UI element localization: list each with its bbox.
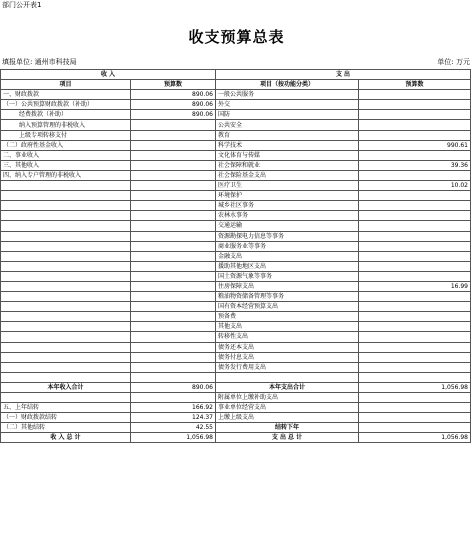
expense-item: 债务发行费用支出 xyxy=(216,362,359,372)
table-row xyxy=(1,201,471,211)
expense-item: 其他支出 xyxy=(216,322,359,332)
expense-item: 公共安全 xyxy=(216,120,359,130)
income-item xyxy=(1,271,131,281)
expense-item: 债务还本支出 xyxy=(216,342,359,352)
col-budget-header: 预算数 xyxy=(131,80,216,90)
column-header-row xyxy=(1,80,471,90)
expense-item: 粮油物资储备管理等事务 xyxy=(216,292,359,302)
income-item xyxy=(1,191,131,201)
expense-value xyxy=(359,403,471,413)
expense-value xyxy=(359,120,471,130)
table-row xyxy=(1,181,471,191)
expense-value xyxy=(359,231,471,241)
income-item: 二、事业收入 xyxy=(1,150,131,160)
expense-item: 国土资源气象等事务 xyxy=(216,271,359,281)
income-item xyxy=(1,251,131,261)
expense-grand-label: 支 出 总 计 xyxy=(216,433,359,443)
expense-total-value: 1,056.98 xyxy=(359,382,471,392)
table-row xyxy=(1,221,471,231)
income-item xyxy=(1,362,131,372)
col-budget2-header: 预算数 xyxy=(359,80,471,90)
income-value xyxy=(131,191,216,201)
income-value xyxy=(131,160,216,170)
table-row xyxy=(1,191,471,201)
expense-item: 农林水事务 xyxy=(216,211,359,221)
income-item: （一）公共预算财政拨款（补助） xyxy=(1,100,131,110)
income-value xyxy=(131,261,216,271)
income-item xyxy=(1,322,131,332)
income-item xyxy=(1,211,131,221)
income-value: 890.06 xyxy=(131,100,216,110)
form-code: 部门公开表1 xyxy=(2,1,42,9)
expense-value xyxy=(359,251,471,261)
expense-value xyxy=(359,110,471,120)
table-row xyxy=(1,140,471,150)
expense-value xyxy=(359,292,471,302)
income-item: 五、上年结转 xyxy=(1,403,131,413)
table-row xyxy=(1,393,471,403)
income-value xyxy=(131,231,216,241)
expense-value xyxy=(359,130,471,140)
table-row xyxy=(1,342,471,352)
income-item xyxy=(1,221,131,231)
income-item: （一）财政拨款结转 xyxy=(1,413,131,423)
table-row xyxy=(1,352,471,362)
income-item xyxy=(1,372,131,382)
expense-item xyxy=(216,372,359,382)
expense-item: 转移性支出 xyxy=(216,332,359,342)
table-row xyxy=(1,241,471,251)
expense-item: 交通运输 xyxy=(216,221,359,231)
expense-value: 39.36 xyxy=(359,160,471,170)
income-value: 890.06 xyxy=(131,90,216,100)
expense-item: 一般公共服务 xyxy=(216,90,359,100)
table-row xyxy=(1,362,471,372)
income-item xyxy=(1,281,131,291)
grand-total-row xyxy=(1,433,471,443)
expense-item: 医疗卫生 xyxy=(216,181,359,191)
income-total-value: 890.06 xyxy=(131,382,216,392)
income-value xyxy=(131,140,216,150)
expense-item: 资源勘探电力信息等事务 xyxy=(216,231,359,241)
income-item xyxy=(1,181,131,191)
income-item xyxy=(1,302,131,312)
income-value xyxy=(131,221,216,231)
expense-value xyxy=(359,150,471,160)
table-row xyxy=(1,322,471,332)
expense-item: 环境保护 xyxy=(216,191,359,201)
expense-value xyxy=(359,90,471,100)
income-value xyxy=(131,393,216,403)
income-item xyxy=(1,261,131,271)
table-row xyxy=(1,110,471,120)
expense-value: 10.02 xyxy=(359,181,471,191)
income-value xyxy=(131,332,216,342)
expense-item: 科学技术 xyxy=(216,140,359,150)
table-row xyxy=(1,90,471,100)
income-value xyxy=(131,181,216,191)
income-item xyxy=(1,241,131,251)
table-row xyxy=(1,120,471,130)
expense-value xyxy=(359,191,471,201)
expense-value xyxy=(359,302,471,312)
expense-value xyxy=(359,100,471,110)
expense-value xyxy=(359,261,471,271)
income-item xyxy=(1,292,131,302)
col-item-func-header: 项目（按功能分类） xyxy=(216,80,359,90)
income-value xyxy=(131,271,216,281)
expense-item: 附属单位上缴补助支出 xyxy=(216,393,359,403)
table-row xyxy=(1,413,471,423)
expense-item: 教育 xyxy=(216,130,359,140)
table-row xyxy=(1,170,471,180)
income-value xyxy=(131,372,216,382)
expense-item: 住房保障支出 xyxy=(216,281,359,291)
table-row xyxy=(1,251,471,261)
income-value: 124.37 xyxy=(131,413,216,423)
expense-item: 商业服务业等事务 xyxy=(216,241,359,251)
table-row xyxy=(1,423,471,433)
income-item xyxy=(1,231,131,241)
col-item-header: 项目 xyxy=(1,80,131,90)
expense-item: 结转下年 xyxy=(216,423,359,433)
expense-value xyxy=(359,211,471,221)
expense-item: 债务付息支出 xyxy=(216,352,359,362)
expense-value: 990.61 xyxy=(359,140,471,150)
income-value xyxy=(131,211,216,221)
income-value xyxy=(131,292,216,302)
income-value xyxy=(131,120,216,130)
expense-grand-value: 1,056.98 xyxy=(359,433,471,443)
income-value xyxy=(131,150,216,160)
unit-label: 填报单位: 通州市科技局 xyxy=(2,58,77,66)
expense-value xyxy=(359,241,471,251)
income-item xyxy=(1,342,131,352)
expense-value xyxy=(359,362,471,372)
group-header-row xyxy=(1,70,471,80)
table-row xyxy=(1,261,471,271)
table-row xyxy=(1,211,471,221)
income-total-label: 本年收入合计 xyxy=(1,382,131,392)
expense-item: 城乡社区事务 xyxy=(216,201,359,211)
table-row xyxy=(1,312,471,322)
expense-value: 16.99 xyxy=(359,281,471,291)
expense-total-label: 本年支出合计 xyxy=(216,382,359,392)
expense-item: 文化体育与传媒 xyxy=(216,150,359,160)
table-row xyxy=(1,281,471,291)
expense-value xyxy=(359,352,471,362)
table-row xyxy=(1,403,471,413)
currency-label: 单位: 万元 xyxy=(437,58,470,66)
income-item: （二）其他结转 xyxy=(1,423,131,433)
income-item: 一、财政拨款 xyxy=(1,90,131,100)
income-value xyxy=(131,251,216,261)
expense-item: 外交 xyxy=(216,100,359,110)
table-row xyxy=(1,302,471,312)
expense-value xyxy=(359,393,471,403)
income-value: 890.06 xyxy=(131,110,216,120)
expense-group-header: 支 出 xyxy=(216,70,471,80)
table-row xyxy=(1,160,471,170)
income-item: 纳入预算管理的非税收入 xyxy=(1,120,131,130)
expense-value xyxy=(359,201,471,211)
expense-item: 社会保障和就业 xyxy=(216,160,359,170)
income-item xyxy=(1,352,131,362)
income-value xyxy=(131,322,216,332)
expense-value xyxy=(359,221,471,231)
income-value xyxy=(131,302,216,312)
income-grand-value: 1,056.98 xyxy=(131,433,216,443)
income-value: 42.55 xyxy=(131,423,216,433)
income-value xyxy=(131,352,216,362)
expense-value xyxy=(359,413,471,423)
income-group-header: 收 入 xyxy=(1,70,216,80)
expense-value xyxy=(359,423,471,433)
expense-value xyxy=(359,372,471,382)
income-value xyxy=(131,342,216,352)
income-value xyxy=(131,312,216,322)
table-row xyxy=(1,231,471,241)
expense-item: 事业单位经营支出 xyxy=(216,403,359,413)
income-value xyxy=(131,241,216,251)
income-item: 三、其他收入 xyxy=(1,160,131,170)
income-item: 四、纳入专户管理的非税收入 xyxy=(1,170,131,180)
income-value xyxy=(131,201,216,211)
expense-item: 国有资本经营预算支出 xyxy=(216,302,359,312)
table-row xyxy=(1,150,471,160)
income-value: 166.92 xyxy=(131,403,216,413)
income-value xyxy=(131,362,216,372)
income-value xyxy=(131,281,216,291)
income-item: 经费拨款（补助） xyxy=(1,110,131,120)
income-value xyxy=(131,130,216,140)
income-grand-label: 收 入 总 计 xyxy=(1,433,131,443)
table-row xyxy=(1,372,471,382)
income-item xyxy=(1,312,131,322)
income-item: 上级专项转移支付 xyxy=(1,130,131,140)
totals-row xyxy=(1,382,471,392)
table-row xyxy=(1,130,471,140)
expense-item: 国防 xyxy=(216,110,359,120)
expense-item: 上缴上级支出 xyxy=(216,413,359,423)
income-value xyxy=(131,170,216,180)
expense-value xyxy=(359,312,471,322)
expense-item: 援助其他地区支出 xyxy=(216,261,359,271)
page-title: 收支预算总表 xyxy=(188,28,285,46)
income-item xyxy=(1,332,131,342)
expense-value xyxy=(359,271,471,281)
table-row xyxy=(1,100,471,110)
table-row xyxy=(1,271,471,281)
expense-item: 预备费 xyxy=(216,312,359,322)
expense-value xyxy=(359,170,471,180)
expense-item: 金融支出 xyxy=(216,251,359,261)
expense-value xyxy=(359,332,471,342)
expense-item: 社会保险基金支出 xyxy=(216,170,359,180)
table-row xyxy=(1,292,471,302)
budget-table xyxy=(0,69,471,443)
income-item xyxy=(1,393,131,403)
table-row xyxy=(1,332,471,342)
expense-value xyxy=(359,322,471,332)
expense-value xyxy=(359,342,471,352)
income-item xyxy=(1,201,131,211)
income-item: （二）政府性基金收入 xyxy=(1,140,131,150)
